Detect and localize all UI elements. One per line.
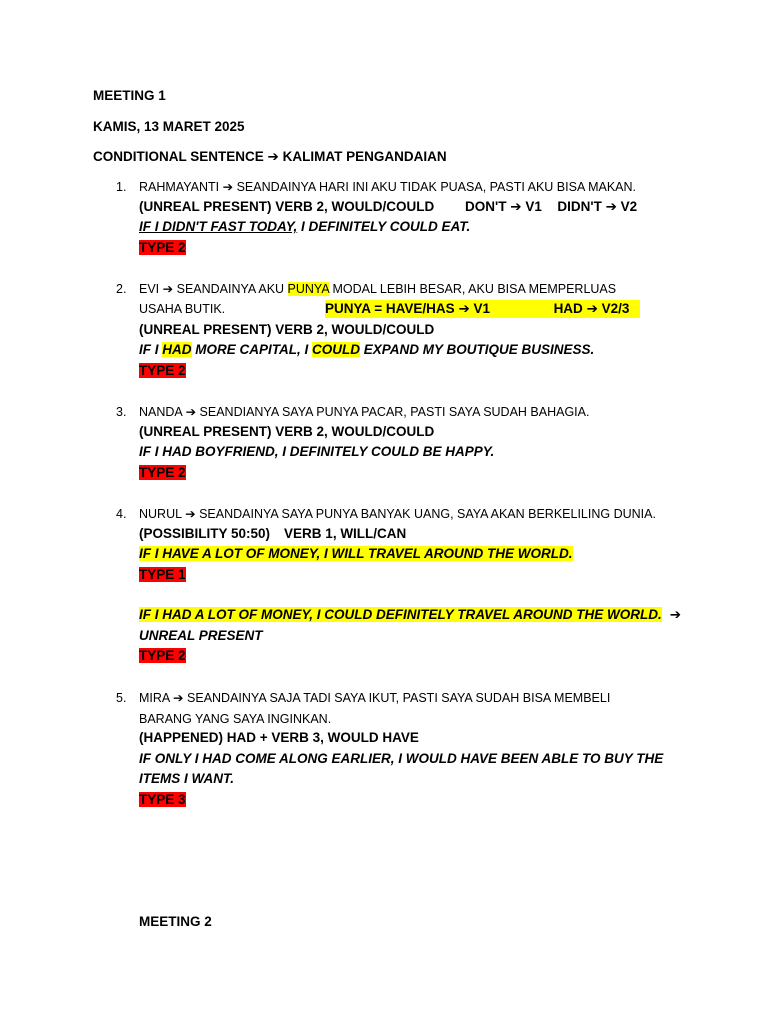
topic-left: CONDITIONAL SENTENCE (93, 149, 264, 164)
underlined-clause: IF I DIDN'T FAST TODAY, (139, 219, 298, 234)
indonesian-sentence: SEANDIANYA SAYA PUNYA PACAR, PASTI SAYA SUDAH BAHAGIA. (199, 405, 590, 419)
grammar-rule: (UNREAL PRESENT) VERB 2, WOULD/COULD (139, 199, 435, 214)
english-translation-line-2: ITEMS I WANT. (139, 771, 234, 786)
english-translation: IF I HAD BOYFRIEND, I DEFINITELY COULD BE HAPPY. (139, 444, 495, 459)
list-number: 5. (116, 691, 127, 705)
topic-line (93, 148, 447, 166)
note-b-result: V2/3 (601, 301, 630, 316)
english-translation: IF ONLY I HAD COME ALONG EARLIER, I WOULD HAVE BEEN ABLE TO BUY THE (139, 751, 664, 766)
sentence-part: MODAL LEBIH BESAR, AKU BISA MEMPERLUAS (328, 282, 617, 296)
item-sentence (139, 178, 636, 196)
grammar-rule (139, 525, 406, 543)
type-label: TYPE 2 (139, 363, 186, 378)
sentence-line-2: USAHA BUTIK. (139, 302, 226, 316)
highlighted-word: COULD (312, 342, 360, 357)
arrow-icon: ➔ (669, 607, 682, 622)
grammar-rule: (UNREAL PRESENT) VERB 2, WOULD/COULD (139, 322, 435, 337)
type-badge (139, 362, 186, 380)
translation-part: MORE CAPITAL, I (191, 342, 312, 357)
note-a-result: V1 (473, 301, 491, 316)
speaker-name: EVI (139, 282, 160, 296)
meeting-title: MEETING 1 (93, 88, 166, 103)
meeting-2-title: MEETING 2 (139, 914, 212, 929)
indonesian-sentence: SEANDAINYA SAJA TADI SAYA IKUT, PASTI SAYA SUDAH BISA MEMBELI (187, 691, 611, 705)
type-label: TYPE 2 (139, 648, 186, 663)
indonesian-sentence: SEANDAINYA SAYA PUNYA BANYAK UANG, SAYA AKAN BERKELILING DUNIA. (199, 507, 656, 521)
arrow-icon: ➔ (173, 691, 184, 705)
type-label: TYPE 2 (139, 465, 186, 480)
list-number: 2. (116, 282, 127, 296)
arrow-icon: ➔ (605, 199, 617, 214)
arrow-icon: ➔ (185, 405, 197, 419)
english-translation-alt (139, 606, 681, 624)
speaker-name: NURUL (139, 507, 182, 521)
list-number: 4. (116, 507, 127, 521)
note-b: HAD (553, 301, 583, 316)
arrow-icon: ➔ (510, 199, 522, 214)
item-sentence (139, 505, 656, 523)
type-badge (139, 791, 186, 809)
type-label: TYPE 1 (139, 567, 186, 582)
type-badge (139, 239, 186, 257)
type-label: TYPE 2 (139, 240, 186, 255)
unreal-present-note: UNREAL PRESENT (139, 628, 263, 643)
sentence-part: SEANDAINYA AKU (176, 282, 288, 296)
type-badge (139, 647, 186, 665)
speaker-name: NANDA (139, 405, 183, 419)
translation-part: EXPAND MY BOUTIQUE BUSINESS. (360, 342, 595, 357)
main-clause: I DEFINITELY COULD EAT. (297, 219, 471, 234)
highlighted-sentence: IF I HAVE A LOT OF MONEY, I WILL TRAVEL AROUND THE WORLD. (139, 546, 573, 561)
note-b-result: V2 (620, 199, 638, 214)
speaker-name: MIRA (139, 691, 170, 705)
arrow-icon: ➔ (185, 507, 196, 521)
arrow-icon: ➔ (586, 301, 598, 316)
highlighted-word: PUNYA (287, 282, 329, 296)
verb-note (465, 198, 637, 216)
note-b: DIDN'T (557, 199, 602, 214)
translation-part: IF I (139, 342, 163, 357)
arrow-icon: ➔ (458, 301, 470, 316)
type-badge (139, 566, 186, 584)
indonesian-sentence: SEANDAINYA HARI INI AKU TIDAK PUASA, PASTI AKU BISA MAKAN. (236, 180, 636, 194)
type-label: TYPE 3 (139, 792, 186, 807)
rule-a: (POSSIBILITY 50:50) (139, 526, 271, 541)
note-a: DON'T (465, 199, 507, 214)
verb-note (325, 300, 640, 318)
item-sentence (139, 280, 616, 298)
english-translation (139, 341, 594, 359)
item-sentence (139, 403, 589, 421)
grammar-rule: (HAPPENED) HAD + VERB 3, WOULD HAVE (139, 730, 419, 745)
date-line: KAMIS, 13 MARET 2025 (93, 119, 245, 134)
note-a: PUNYA = HAVE/HAS (325, 301, 455, 316)
note-a-result: V1 (525, 199, 542, 214)
topic-right: KALIMAT PENGANDAIAN (282, 149, 447, 164)
list-number: 3. (116, 405, 127, 419)
rule-b: VERB 1, WILL/CAN (284, 526, 407, 541)
item-sentence (139, 689, 610, 707)
english-translation (139, 218, 470, 236)
type-badge (139, 464, 186, 482)
list-number: 1. (116, 180, 127, 194)
sentence-line-2: BARANG YANG SAYA INGINKAN. (139, 712, 332, 726)
arrow-icon: ➔ (267, 149, 279, 164)
grammar-rule: (UNREAL PRESENT) VERB 2, WOULD/COULD (139, 424, 435, 439)
highlighted-sentence: IF I HAD A LOT OF MONEY, I COULD DEFINITELY TRAVEL AROUND THE WORLD. (139, 607, 662, 622)
arrow-icon: ➔ (222, 180, 234, 194)
speaker-name: RAHMAYANTI (139, 180, 220, 194)
highlighted-word: HAD (162, 342, 192, 357)
english-translation (139, 545, 573, 563)
arrow-icon: ➔ (162, 282, 174, 296)
